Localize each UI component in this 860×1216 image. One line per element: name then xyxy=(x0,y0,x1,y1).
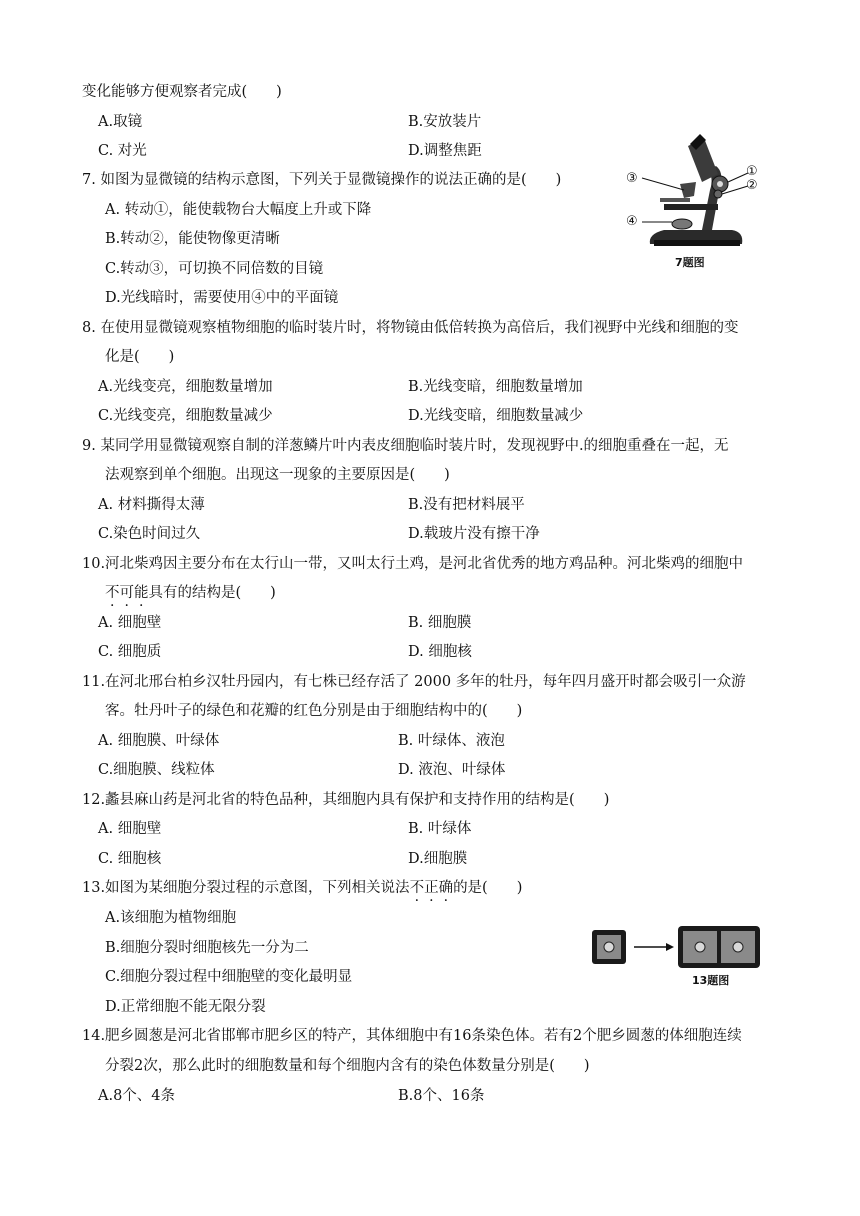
q7-option-a: A. 转动①，能使载物台大幅度上升或下降 xyxy=(105,202,372,218)
label-4: ④ xyxy=(626,214,638,229)
q12-option-a: A. 细胞壁 xyxy=(98,821,162,837)
q9-stem-line1: 9. 某同学用显微镜观察自制的洋葱鳞片叶内表皮细胞临时装片时，发现视野中.的细胞重叠在一起，无 xyxy=(82,438,729,454)
q14-option-b: B.8个、16条 xyxy=(398,1088,485,1104)
q10-option-c: C. 细胞质 xyxy=(98,644,162,660)
q11-option-a: A. 细胞膜、叶绿体 xyxy=(98,733,220,749)
q13-option-b: B.细胞分裂时细胞核先一分为二 xyxy=(105,940,309,956)
q11-option-d: D. 液泡、叶绿体 xyxy=(398,762,506,778)
q12-option-c: C. 细胞核 xyxy=(98,851,162,867)
q13-stem xyxy=(82,878,522,898)
q13-stem-pre: 13.如图为某细胞分裂过程的示意图，下列相关说法 xyxy=(82,880,410,896)
q11-stem-line1: 11.在河北邢台柏乡汉牡丹园内，有七株已经存活了 2000 多年的牡丹，每年四月盛开时都会吸引一众游 xyxy=(82,674,746,690)
q13-option-c: C.细胞分裂过程中细胞壁的变化最明显 xyxy=(105,969,353,985)
q9-option-d: D.载玻片没有擦干净 xyxy=(408,526,540,542)
q10-stem-rest: 具有的结构是( ) xyxy=(148,585,276,601)
q8-option-d: D.光线变暗，细胞数量减少 xyxy=(408,408,584,424)
q8-option-c: C.光线变亮，细胞数量减少 xyxy=(98,408,273,424)
q6-option-c: C. 对光 xyxy=(98,143,147,159)
microscope-icon xyxy=(620,126,770,272)
q9-option-c: C.染色时间过久 xyxy=(98,526,201,542)
q11-option-b: B. 叶绿体、液泡 xyxy=(398,733,505,749)
q7-option-d: D.光线暗时，需要使用④中的平面镜 xyxy=(105,290,339,306)
q12-option-b: B. 叶绿体 xyxy=(408,821,472,837)
figure-caption: 13题图 xyxy=(692,974,730,987)
q10-stem-line2 xyxy=(105,583,276,603)
q8-stem-line2: 化是( ) xyxy=(105,349,175,365)
emphasis-char: 确 xyxy=(438,880,454,896)
q9-stem-line2: 法观察到单个细胞。出现这一现象的主要原因是( ) xyxy=(105,467,450,483)
q9-option-b: B.没有把材料展平 xyxy=(408,497,525,513)
emphasis-char: 能 xyxy=(134,585,149,601)
q14-stem-line1: 14.肥乡圆葱是河北省邯郸市肥乡区的特产，其体细胞中有16条染色体。若有2个肥乡圆葱的体细胞连续 xyxy=(82,1028,742,1044)
q12-option-d: D.细胞膜 xyxy=(408,851,468,867)
q10-stem-line1: 10.河北柴鸡因主要分布在太行山一带，又叫太行土鸡，是河北省优秀的地方鸡品种。河北柴鸡的细胞中 xyxy=(82,556,744,572)
cell-division-figure xyxy=(590,924,766,986)
q6-option-b: B.安放装片 xyxy=(408,114,482,130)
q6-option-a: A.取镜 xyxy=(98,114,143,130)
q7-option-c: C.转动③，可切换不同倍数的目镜 xyxy=(105,261,324,277)
cell-division-icon xyxy=(590,924,766,972)
intro-line: 变化能够方便观察者完成( ) xyxy=(82,84,282,100)
q14-option-a: A.8个、4条 xyxy=(98,1088,176,1104)
emphasis-char: 正 xyxy=(424,880,439,896)
q10-option-b: B. 细胞膜 xyxy=(408,615,472,631)
q12-stem: 12.蠡县麻山药是河北省的特色品种，其细胞内具有保护和支持作用的结构是( ) xyxy=(82,792,610,808)
emphasis-char: 可 xyxy=(119,585,134,601)
q13-option-a: A.该细胞为植物细胞 xyxy=(105,910,237,926)
q13-stem-post: 的是( ) xyxy=(453,880,523,896)
microscope-figure xyxy=(620,126,770,272)
label-2: ② xyxy=(746,178,758,193)
q10-option-a: A. 细胞壁 xyxy=(98,615,162,631)
label-3: ③ xyxy=(626,171,638,186)
q14-stem-line2: 分裂2次，那么此时的细胞数量和每个细胞内含有的染色体数量分别是( ) xyxy=(105,1058,590,1074)
q7-stem: 7. 如图为显微镜的结构示意图，下列关于显微镜操作的说法正确的是( ) xyxy=(82,172,562,188)
q9-option-a: A. 材料撕得太薄 xyxy=(98,497,205,513)
q11-option-c: C.细胞膜、线粒体 xyxy=(98,762,215,778)
q6-option-d: D.调整焦距 xyxy=(408,143,482,159)
q8-stem-line1: 8. 在使用显微镜观察植物细胞的临时装片时，将物镜由低倍转换为高倍后，我们视野中光线和细胞的变 xyxy=(82,320,739,336)
q8-option-b: B.光线变暗，细胞数量增加 xyxy=(408,379,583,395)
emphasis-char: 不 xyxy=(409,880,425,896)
q8-option-a: A.光线变亮，细胞数量增加 xyxy=(98,379,273,395)
label-1: ① xyxy=(746,164,758,179)
figure-caption: 7题图 xyxy=(675,256,705,269)
q13-option-d: D.正常细胞不能无限分裂 xyxy=(105,999,266,1015)
q10-option-d: D. 细胞核 xyxy=(408,644,472,660)
q11-stem-line2: 客。牡丹叶子的绿色和花瓣的红色分别是由于细胞结构中的( ) xyxy=(105,703,523,719)
q7-option-b: B.转动②，能使物像更清晰 xyxy=(105,231,280,247)
emphasis-char: 不 xyxy=(105,585,120,601)
